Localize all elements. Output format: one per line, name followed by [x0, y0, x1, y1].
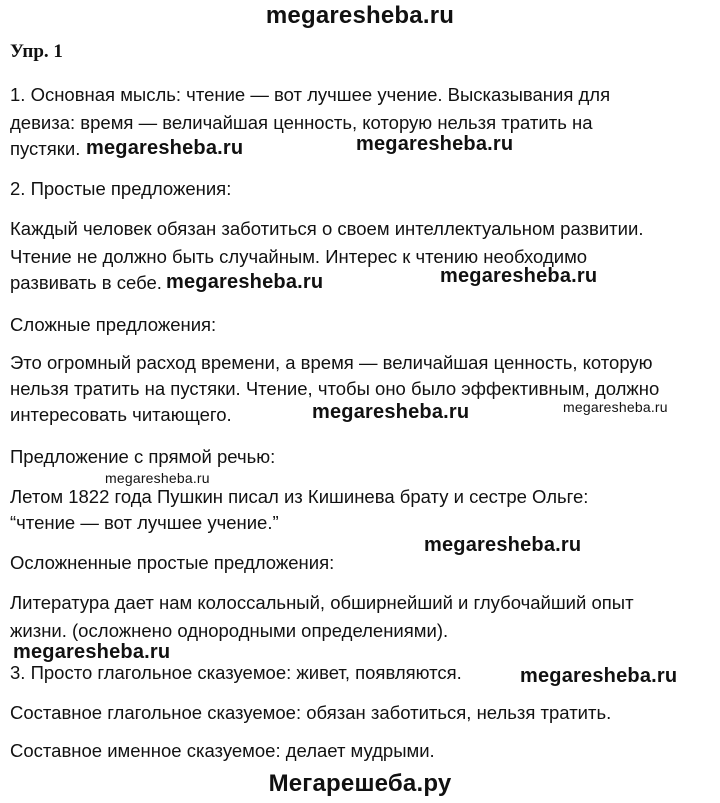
text-line: девиза: время — величайшая ценность, которую нельзя тратить на: [10, 112, 593, 133]
text-line: Сложные предложения:: [10, 314, 217, 335]
watermark-inline: megaresheba.ru: [520, 665, 678, 687]
text-line: Предложение с прямой речью:: [10, 446, 276, 467]
text-line: Это огромный расход времени, а время — величайшая ценность, которую: [10, 352, 653, 373]
watermark-inline: megaresheba.ru: [312, 401, 470, 423]
text-line: Летом 1822 года Пушкин писал из Кишинева брату и сестре Ольге:: [10, 486, 589, 507]
watermark-inline: megaresheba.ru: [440, 265, 598, 287]
exercise-heading: Упр. 1: [10, 41, 63, 62]
text-line: 2. Простые предложения:: [10, 178, 232, 199]
text-line: Чтение не должно быть случайным. Интерес к чтению необходимо: [10, 246, 588, 267]
text-line: “чтение — вот лучшее учение.”: [10, 512, 279, 533]
text-line: 1. Основная мысль: чтение — вот лучшее учение. Высказывания для: [10, 84, 611, 105]
watermark-inline: megaresheba.ru: [166, 271, 324, 293]
text-line: интересовать читающего.: [10, 404, 232, 425]
watermark-top: megaresheba.ru: [265, 2, 455, 29]
watermark-inline: megaresheba.ru: [424, 534, 582, 556]
text-line: 3. Просто глагольное сказуемое: живет, появляются.: [10, 662, 462, 683]
watermark-bottom: Мегарешеба.ру: [268, 770, 452, 797]
text-line: нельзя тратить на пустяки. Чтение, чтобы оно было эффективным, должно: [10, 378, 660, 399]
text-line: Составное именное сказуемое: делает мудрыми.: [10, 740, 435, 761]
watermark-inline: megaresheba.ru: [86, 137, 244, 159]
watermark-inline: megaresheba.ru: [356, 133, 514, 155]
watermark-inline: megaresheba.ru: [13, 641, 171, 663]
text-line: Составное глагольное сказуемое: обязан заботиться, нельзя тратить.: [10, 702, 612, 723]
text-line: жизни. (осложнено однородными определениями).: [10, 620, 449, 641]
text-line: развивать в себе.: [10, 272, 162, 293]
text-line: пустяки.: [10, 138, 81, 159]
text-line: Осложненные простые предложения:: [10, 552, 335, 573]
text-line: Литература дает нам колоссальный, обширнейший и глубочайший опыт: [10, 592, 634, 613]
text-line: Каждый человек обязан заботиться о своем интеллектуальном развитии.: [10, 218, 644, 239]
watermark-inline-small: megaresheba.ru: [563, 399, 668, 415]
watermark-inline-small: megaresheba.ru: [105, 470, 210, 486]
